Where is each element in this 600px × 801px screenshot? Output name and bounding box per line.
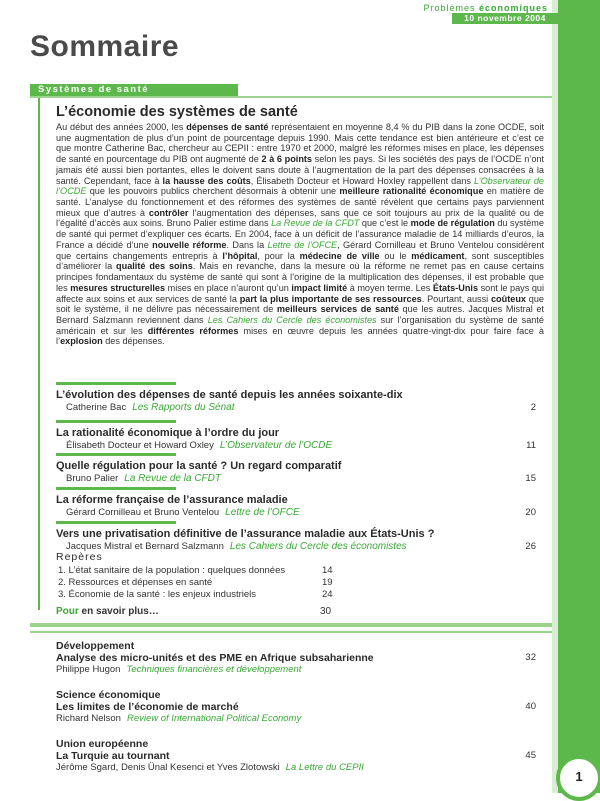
rubrique-source: La Lettre du CEPII	[285, 762, 364, 773]
rubrique-title: La Turquie au tournant	[56, 750, 170, 762]
lower-divider-thick	[30, 623, 552, 627]
intro-run: différentes réformes	[147, 325, 239, 336]
article-source: L’Observateur de l’OCDE	[219, 440, 333, 451]
rubrique-byline	[56, 664, 544, 675]
reperes-page: 19	[322, 577, 333, 588]
rubrique-author: Jérôme Sgard, Denis Ünal Kesenci et Yves Zlotowski	[56, 762, 280, 773]
intro-run: meilleure rationalité économique	[339, 186, 484, 197]
intro-run: selon les pays. Si les sociétés des pays de l’OCDE n’ont jamais été aussi bien portantes, elles le doivent sans doute à l’augmentation de la part des dépenses consacrées à la santé. Cependant, face à	[56, 154, 545, 186]
intro-run: La Revue de la CFDT	[271, 218, 360, 229]
article-bar	[56, 453, 176, 456]
intro-run: explosion	[60, 336, 103, 347]
intro-run: Lettre de l’OFCE	[267, 239, 338, 250]
article-title: Quelle régulation pour la santé ? Un regard comparatif	[56, 460, 342, 472]
article-title: La réforme française de l’assurance maladie	[56, 494, 288, 506]
intro-run: médecine de ville	[299, 250, 380, 261]
article-page: 15	[525, 473, 536, 484]
intro-run: , Élisabeth Docteur et Howard Hoxley rappellent dans	[250, 175, 474, 186]
article-byline	[56, 473, 544, 484]
article-byline	[56, 541, 544, 552]
intro-run: médicament	[411, 250, 465, 261]
intro-run: l’hôpital	[222, 250, 258, 261]
article-byline	[56, 402, 544, 413]
intro-run: en matière de santé. L’analyse du fonctionnement et des réformes des systèmes de santé révèlent que certains pays parviennent mieux que d’autres à	[56, 186, 544, 218]
article-bar	[56, 382, 176, 385]
intro-run: l’augmentation des dépenses, sans que ce soit toujours au prix de la qualité ou de l’égalité d’accès aux soins. Bruno Palier estime dans	[56, 207, 544, 229]
right-green-margin	[558, 0, 600, 793]
article-byline	[56, 440, 544, 451]
intro-run: . Dans la	[226, 239, 268, 250]
intro-run: . Pourtant, aussi	[421, 293, 491, 304]
rubrique-title: Analyse des micro-unités et des PME en Afrique subsaharienne	[56, 652, 374, 664]
rubrique-title: Les limites de l’économie de marché	[56, 701, 239, 713]
rubrique-category: Science économique	[56, 689, 161, 701]
rubrique-source: Techniques financières et développement	[126, 664, 302, 675]
intro-paragraph	[56, 122, 544, 347]
article-page: 26	[525, 541, 536, 552]
article-byline	[56, 507, 544, 518]
savoir-plus-link[interactable]: Pour en savoir plus… 30	[56, 606, 332, 617]
article-entry[interactable]	[56, 521, 544, 552]
lower-divider-thin	[30, 631, 552, 633]
rubrique-author: Richard Nelson	[56, 713, 121, 724]
section-divider	[30, 96, 552, 98]
page-title: Sommaire	[30, 30, 180, 63]
article-entry[interactable]	[56, 420, 544, 451]
reperes-page: 24	[322, 589, 333, 600]
rubrique-entry[interactable]	[56, 640, 544, 675]
rubrique-page: 32	[525, 652, 536, 663]
intro-run: Au début des années 2000, les	[56, 122, 187, 132]
intro-run: . Mais en revanche, dans la mesure où la réforme ne remet pas en cause certains principes fondamentaux du système de santé qui sont à l’origine de la multiplication des dépenses, il est probable que les	[56, 261, 544, 293]
intro-run: mises en place n’auront qu’un	[165, 282, 292, 293]
reperes-item[interactable]	[58, 589, 333, 600]
intro-run: part la plus importante de ses ressources	[239, 293, 422, 304]
article-title: Vers une privatisation définitive de l’assurance maladie aux États-Unis ?	[56, 528, 435, 540]
intro-run: , sont susceptibles d’améliorer la	[56, 250, 544, 272]
article-entry[interactable]	[56, 382, 544, 413]
article-source: La Revue de la CFDT	[124, 473, 221, 484]
section-label: Systèmes de santé	[30, 84, 238, 96]
intro-run: des dépenses.	[102, 336, 165, 347]
intro-run: sont le pays qui affecte aux soins et aux services de santé la	[56, 282, 544, 304]
reperes-label: 2. Ressources et dépenses en santé	[58, 577, 213, 588]
rubrique-byline	[56, 762, 544, 773]
intro-run: mises en œuvre depuis les années quatre-vingt-dix pour faire face à l’	[56, 325, 544, 347]
article-author: Gérard Cornilleau et Bruno Ventelou	[66, 507, 220, 518]
rubrique-page: 45	[525, 750, 536, 761]
intro-run: nouvelle réforme	[152, 239, 227, 250]
intro-run: , pour la	[257, 250, 300, 261]
rubrique-page: 40	[525, 701, 536, 712]
article-author: Jacques Mistral et Bernard Salzmann	[66, 541, 224, 552]
reperes-page: 14	[322, 565, 333, 576]
intro-run: L’Observateur de l’OCDE	[56, 175, 544, 197]
article-entry[interactable]	[56, 487, 544, 518]
intro-run: ou le	[379, 250, 412, 261]
article-author: Catherine Bac	[66, 402, 127, 413]
intro-run: Les Cahiers du Cercle des économistes	[207, 314, 377, 325]
rubrique-entry[interactable]	[56, 689, 544, 724]
article-bar	[56, 521, 176, 524]
article-source: Lettre de l’OFCE	[225, 507, 300, 518]
rubrique-author: Philippe Hugon	[56, 664, 121, 675]
reperes-heading: Repères	[56, 551, 103, 563]
journal-name: Problèmes économiques	[423, 3, 548, 13]
reperes-item[interactable]	[58, 577, 333, 588]
reperes-item[interactable]	[58, 565, 333, 576]
intro-run: que les autres. Jacques Mistral et Bernard Salzmann reviennent dans	[56, 304, 544, 325]
issue-date: 10 novembre 2004	[452, 13, 558, 24]
intro-run: représentaient en moyenne 8,4 % du PIB dans la zone OCDE, soit une augmentation de plus d’un point de pourcentage depuis 1990. Mais cette tendance est bien antérieure et c’est ce que montre Catherine Bac, chercheur au CEPII : entre 1970 et 2000, malgré les réformes mises en place, les dépenses de santé en pourcentage du PIB ont augmenté de	[56, 122, 544, 165]
article-entry[interactable]	[56, 453, 544, 484]
intro-run: la hausse des coûts	[162, 175, 251, 186]
intro-run: contrôler	[148, 207, 189, 218]
rubrique-category: Union européenne	[56, 738, 149, 750]
article-page: 11	[526, 440, 536, 451]
intro-run: États-Unis	[432, 282, 479, 293]
intro-run: 2 à 6 points	[261, 154, 313, 165]
article-author: Bruno Palier	[66, 473, 119, 484]
intro-run: qualité des soins	[116, 261, 193, 272]
intro-run: du système de santé qui permet d’expliquer ces écarts. En 2004, face à un déficit de l’assurance maladie de 14 milliards d’euros, la France a décidé d’une	[56, 218, 544, 250]
article-title: La rationalité économique à l’ordre du jour	[56, 427, 280, 439]
rubrique-entry[interactable]	[56, 738, 544, 773]
intro-run: que soit le système, il ne délivre pas nécessairement de	[56, 293, 544, 315]
article-page: 20	[525, 507, 536, 518]
reperes-label: 3. Économie de la santé : les enjeux industriels	[58, 589, 257, 600]
page-number: 1	[556, 755, 600, 801]
article-page: 2	[530, 402, 536, 413]
rubrique-byline	[56, 713, 544, 724]
section-left-rule	[38, 98, 40, 610]
intro-run: à moyen terme. Les	[347, 282, 433, 293]
intro-run: que c’est le	[359, 218, 411, 229]
article-title: L’évolution des dépenses de santé depuis les années soixante-dix	[56, 389, 403, 401]
article-bar	[56, 487, 176, 490]
article-source: Les Cahiers du Cercle des économistes	[229, 541, 407, 552]
article-author: Élisabeth Docteur et Howard Oxley	[66, 440, 214, 451]
intro-run: meilleurs services de santé	[276, 304, 399, 315]
reperes-label: 1. L’état sanitaire de la population : quelques données	[58, 565, 286, 576]
rubrique-category: Développement	[56, 640, 135, 652]
intro-run: coûteux	[490, 293, 526, 304]
section-main-title: L’économie des systèmes de santé	[56, 104, 298, 120]
intro-run: dépenses de santé	[186, 122, 269, 132]
intro-run: que les pouvoirs publics cherchent désormais à obtenir une	[86, 186, 340, 197]
intro-run: , Gérard Cornilleau et Bruno Ventelou considèrent que certains changements entrepris à	[56, 239, 544, 261]
intro-run: mesures structurelles	[70, 282, 166, 293]
rubrique-source: Review of International Political Economy	[126, 713, 302, 724]
article-source: Les Rapports du Sénat	[132, 402, 235, 413]
intro-run: sur l’organisation du système de santé américain et sur les	[56, 314, 544, 336]
article-bar	[56, 420, 176, 423]
intro-run: impact limité	[291, 282, 348, 293]
intro-run: mode de régulation	[410, 218, 495, 229]
